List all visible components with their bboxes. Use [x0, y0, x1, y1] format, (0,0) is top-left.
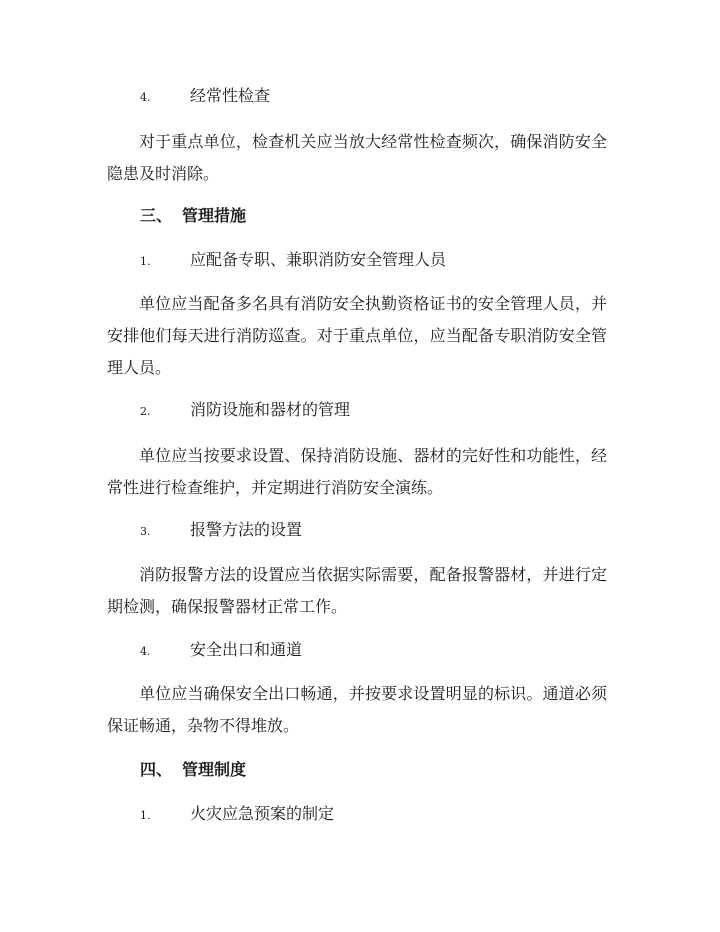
- list-number: 2.: [140, 405, 151, 418]
- section-number: 四、: [140, 760, 173, 779]
- paragraph: 单位应当确保安全出口畅通，并按要求设置明显的标识。通道必须保证畅通，杂物不得堆放。: [107, 684, 607, 735]
- list-number: 1.: [140, 809, 151, 822]
- list-item-regular-inspection: [140, 84, 270, 110]
- list-item-alarm: [140, 518, 302, 544]
- paragraph: 消防报警方法的设置应当依据实际需要，配备报警器材，并进行定期检测，确保报警器材正常工作。: [107, 565, 607, 616]
- list-item-staffing: [140, 248, 446, 274]
- list-item-title: 消防设施和器材的管理: [190, 400, 351, 419]
- list-number: 4.: [140, 645, 151, 658]
- list-number: 1.: [140, 255, 151, 268]
- list-number: 3.: [140, 525, 151, 538]
- paragraph: 单位应当配备多名具有消防安全执勤资格证书的安全管理人员，并安排他们每天进行消防巡查。对于重点单位，应当配备专职消防安全管理人员。: [107, 294, 607, 377]
- section-heading-measures: [140, 204, 246, 228]
- list-item-title: 经常性检查: [190, 86, 271, 105]
- list-number: 4.: [140, 91, 151, 104]
- list-item-emergency-plan: [140, 802, 334, 828]
- list-item-equipment: [140, 398, 350, 424]
- section-heading-system: [140, 758, 246, 782]
- list-item-exits: [140, 638, 302, 664]
- list-item-title: 火灾应急预案的制定: [190, 804, 335, 823]
- paragraph: 单位应当按要求设置、保持消防设施、器材的完好性和功能性，经常性进行检查维护，并定期进行消防安全演练。: [107, 446, 607, 497]
- section-title: 管理措施: [182, 206, 247, 225]
- list-item-title: 安全出口和通道: [190, 640, 303, 659]
- list-item-title: 报警方法的设置: [190, 520, 303, 539]
- section-title: 管理制度: [182, 760, 247, 779]
- list-item-title: 应配备专职、兼职消防安全管理人员: [190, 250, 447, 269]
- section-number: 三、: [140, 206, 173, 225]
- paragraph: 对于重点单位，检查机关应当放大经常性检查频次，确保消防安全隐患及时消除。: [107, 132, 607, 183]
